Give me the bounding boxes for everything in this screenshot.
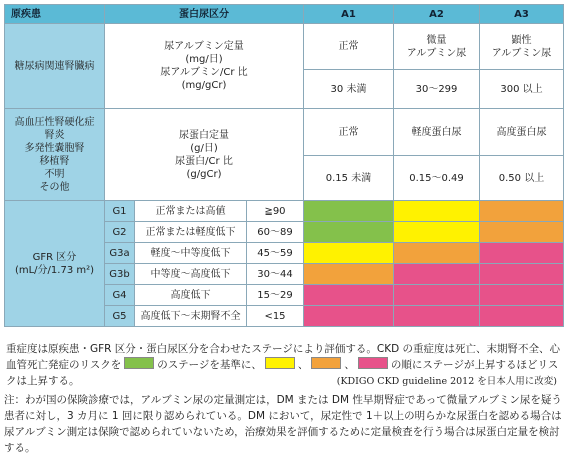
other-a1-value: 0.15 未満 [304, 156, 394, 201]
disease-header: 原疾患 [5, 5, 105, 24]
gfr-stage: G5 [105, 306, 135, 327]
a3-header: A3 [480, 5, 564, 24]
disease-line: 腎炎 [44, 129, 65, 141]
albumin-metric-cell [105, 24, 304, 109]
protein-metric-cell [105, 109, 304, 201]
gfr-desc: 高度低下 [135, 285, 247, 306]
metric-line: (mg/日) [185, 54, 223, 65]
risk-cell [480, 264, 564, 285]
label-line: アルブミン尿 [406, 47, 467, 59]
risk-cell [394, 264, 480, 285]
yellow-swatch [265, 357, 295, 369]
diabetes-a3-label [480, 24, 564, 70]
gfr-desc: 正常または軽度低下 [135, 222, 247, 243]
risk-cell [304, 201, 394, 222]
metric-line: (mg/gCr) [181, 80, 227, 91]
insurance-note: 注：わが国の保険診療では，アルブミン尿の定量測定は，DM または DM 性早期腎症であって微量アルブミン尿を疑う患者に対し，3 カ月に 1 回に限り認められている。DM において，尿定性で 1＋以上の明らかな尿蛋白を認める場合は尿アルブミン測定は保険で認められていないため，治療効果を評価するために定量検査を行う場合は尿蛋白定量を検討する。 [4, 394, 562, 454]
risk-cell [480, 306, 564, 327]
disease-line: 不明 [44, 168, 65, 180]
other-a2-label: 軽度蛋白尿 [394, 109, 480, 156]
disease-line: 移植腎 [39, 155, 70, 167]
gfr-range: 60〜89 [247, 222, 304, 243]
citation: (KDIGO CKD guideline 2012 を日本人用に改変) [336, 376, 557, 387]
other-a3-value: 0.50 以上 [480, 156, 564, 201]
diabetes-a3-value: 300 以上 [480, 70, 564, 109]
caption-text: の順にステージが上昇するほどリスクは上昇する。 [6, 359, 559, 387]
risk-cell [304, 222, 394, 243]
gfr-range: ≧90 [247, 201, 304, 222]
risk-cell [304, 306, 394, 327]
metric-line: (g/日) [190, 142, 218, 154]
metric-line: 尿蛋白定量 [179, 129, 229, 141]
gfr-desc: 正常または高値 [135, 201, 247, 222]
gfr-label-line: (mL/分/1.73 m²) [14, 264, 95, 276]
other-a3-label: 高度蛋白尿 [480, 109, 564, 156]
metric-line: 尿蛋白/Cr 比 [175, 155, 233, 167]
orange-swatch [311, 357, 341, 369]
gfr-range: 30〜44 [247, 264, 304, 285]
other-disease-cell [5, 109, 105, 201]
gfr-stage: G3a [105, 243, 135, 264]
diabetes-label-row [5, 24, 564, 70]
risk-cell [480, 222, 564, 243]
risk-cell [480, 201, 564, 222]
header-row [5, 5, 564, 24]
diabetes-a2-label [394, 24, 480, 70]
risk-cell [480, 285, 564, 306]
a1-header: A1 [304, 5, 394, 24]
green-swatch [124, 357, 154, 369]
risk-cell [304, 285, 394, 306]
gfr-range: <15 [247, 306, 304, 327]
diabetes-a1-value: 30 未満 [304, 70, 394, 109]
risk-cell [304, 243, 394, 264]
metric-line: (g/gCr) [186, 168, 222, 180]
a2-header: A2 [394, 5, 480, 24]
risk-cell [394, 222, 480, 243]
other-label-row [5, 109, 564, 156]
metric-line: 尿アルブミン/Cr 比 [160, 67, 248, 78]
label-line: 微量 [426, 34, 447, 46]
gfr-stage: G4 [105, 285, 135, 306]
protein-category-header: 蛋白尿区分 [105, 5, 304, 24]
red-swatch [358, 357, 388, 369]
gfr-desc: 中等度〜高度低下 [135, 264, 247, 285]
gfr-row-g1 [5, 201, 564, 222]
risk-cell [394, 201, 480, 222]
risk-cell [394, 243, 480, 264]
gfr-label-line: GFR 区分 [32, 251, 77, 263]
diabetes-a1-label: 正常 [304, 24, 394, 70]
gfr-desc: 高度低下〜末期腎不全 [135, 306, 247, 327]
diabetes-disease-cell: 糖尿病関連腎臓病 [5, 24, 105, 109]
risk-cell [394, 306, 480, 327]
gfr-stage: G2 [105, 222, 135, 243]
risk-cell [480, 243, 564, 264]
disease-line: 高血圧性腎硬化症 [14, 116, 95, 128]
diabetes-a2-value: 30〜299 [394, 70, 480, 109]
risk-cell [304, 264, 394, 285]
other-a2-value: 0.15〜0.49 [394, 156, 480, 201]
disease-line: 多発性嚢胞腎 [24, 142, 85, 154]
gfr-label-cell [5, 201, 105, 327]
other-a1-label: 正常 [304, 109, 394, 156]
caption-separator: 、 [344, 359, 355, 371]
gfr-range: 45〜59 [247, 243, 304, 264]
caption-text: 重症度は原疾患・GFR 区分・蛋白尿区分を合わせたステージにより評価する。CKD の重症度は死亡、末期腎不全、心血管死亡発症のリスクを [6, 343, 561, 371]
label-line: 顕性 [511, 34, 532, 46]
gfr-desc: 軽度〜中等度低下 [135, 243, 247, 264]
ckd-severity-table [4, 4, 564, 327]
gfr-stage: G3b [105, 264, 135, 285]
gfr-range: 15〜29 [247, 285, 304, 306]
risk-cell [394, 285, 480, 306]
label-line: アルブミン尿 [491, 47, 552, 59]
caption-separator: 、 [297, 359, 309, 371]
caption-text: のステージを基準に、 [157, 359, 262, 371]
disease-line: その他 [39, 181, 70, 193]
gfr-stage: G1 [105, 201, 135, 222]
metric-line: 尿アルブミン定量 [164, 41, 244, 52]
